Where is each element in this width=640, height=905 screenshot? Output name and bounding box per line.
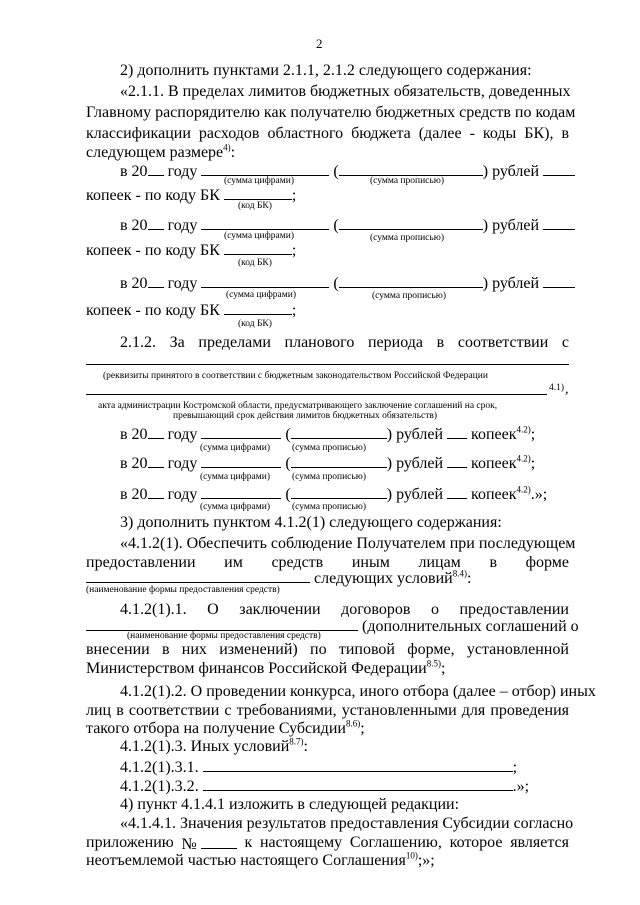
bk-code-field-3[interactable] <box>224 300 292 315</box>
short-kopeck-field-3[interactable] <box>447 484 467 499</box>
form-name-field-2[interactable] <box>86 616 358 631</box>
label-bk-2: (код БК) <box>238 258 272 268</box>
label-sum-words-3: (сумма прописью) <box>372 291 446 301</box>
label-short-words-3: (сумма прописью) <box>292 502 366 512</box>
form-name-field-1[interactable] <box>86 568 310 583</box>
p4141-line2: приложению № к настоящему Соглашению, которое является <box>86 834 569 853</box>
bk-line-2: копеек - по коду БК ; <box>86 242 297 259</box>
sum-words-field-1[interactable] <box>339 161 483 176</box>
label-sum-digits-3: (сумма цифрами) <box>226 290 296 300</box>
label-requisites-3: превышающий срок действия лимитов бюджетных обязательств) <box>173 411 438 421</box>
label-short-digits-2: (сумма цифрами) <box>200 472 270 482</box>
kopeck-field-3[interactable] <box>543 273 575 288</box>
p41211-line2: (дополнительных соглашений о <box>86 616 579 636</box>
sum-words-field-3[interactable] <box>339 273 483 288</box>
p4121-line2: предоставлении им средств иным лицам в форме <box>86 554 569 571</box>
sum-digits-field-1[interactable] <box>201 161 329 176</box>
year-line-1: в 20 году ( ) рублей <box>120 161 575 181</box>
item-2-heading: 2) дополнить пунктами 2.1.1, 2.1.2 следующего содержания: <box>120 62 532 79</box>
p4141-line3: неотъемлемой частью настоящего Соглашения$^{10)}$;»; <box>86 850 435 869</box>
p4121-line1: «4.1.2(1). Обеспечить соблюдение Получателем при последующем <box>120 535 576 552</box>
item-3-heading: 3) дополнить пунктом 4.1.2(1) следующего содержания: <box>120 514 502 531</box>
label-short-digits-3: (сумма цифрами) <box>200 502 270 512</box>
bk-code-field-1[interactable] <box>224 185 292 200</box>
label-short-words-1: (сумма прописью) <box>292 443 366 453</box>
p41212-line3: такого отбора на получение Субсидии$^{8.6)}$; <box>86 718 365 737</box>
p211-line3: классификации расходов областного бюджета (далее - коды БК), в <box>86 125 569 142</box>
sum-words-field-2[interactable] <box>339 215 483 230</box>
p41212-line1: 4.1.2(1).2. О проведении конкурса, иного отбора (далее – отбор) иных <box>120 683 596 700</box>
label-short-digits-1: (сумма цифрами) <box>200 443 270 453</box>
condition-field-2[interactable] <box>203 776 513 791</box>
condition-field-1[interactable] <box>203 757 513 772</box>
short-sum-words-field-1[interactable] <box>291 424 387 439</box>
year-line-2: в 20 году ( ) рублей <box>120 215 575 235</box>
label-requisites-2: акта администрации Костромской области, предусматривающего заключение соглашений на срок, <box>98 401 498 411</box>
label-bk-1: (код БК) <box>238 201 272 211</box>
label-form-name-2: (наименование формы предоставления средств) <box>127 631 321 641</box>
p211-line1: «2.1.1. В пределах лимитов бюджетных обязательств, доведенных <box>120 83 571 100</box>
short-kopeck-field-2[interactable] <box>447 453 467 468</box>
p41213-line: 4.1.2(1).3. Иных условий$^{8.7)}$: <box>120 736 308 755</box>
short-kopeck-field-1[interactable] <box>447 424 467 439</box>
year-short-line-3: в 20 году ( ) рублей копеек$^{4.2)}$.»; <box>120 484 548 503</box>
short-sum-words-field-2[interactable] <box>291 453 387 468</box>
p41211-line3: внесении в них изменений) по типовой форме, установленной <box>86 641 569 658</box>
requisites-field-2[interactable] <box>86 394 547 395</box>
year-short-line-1: в 20 году ( ) рублей копеек$^{4.2)}$; <box>120 424 536 443</box>
p211-line4: следующем размере$^{4)}$: <box>86 142 236 161</box>
label-sum-words-2: (сумма прописью) <box>370 233 444 243</box>
requisites-field-1[interactable] <box>86 364 569 365</box>
label-form-name-1: (наименование формы предоставления средств) <box>86 585 280 595</box>
label-requisites-1: (реквизиты принятого в соответствии с бюджетным законодательством Российской Федерации <box>103 371 488 381</box>
short-sum-digits-field-1[interactable] <box>201 424 281 439</box>
footnote-ref-4-1: 4.1) <box>549 383 565 393</box>
kopeck-field-2[interactable] <box>543 215 575 230</box>
requisites-comma: , <box>565 382 569 397</box>
p211-line2: Главному распорядителю как получателю бюджетных средств по кодам <box>86 104 576 121</box>
label-short-words-2: (сумма прописью) <box>292 472 366 482</box>
p212-line: 2.1.2. За пределами планового периода в соответствии с <box>120 334 569 351</box>
year-short-line-2: в 20 году ( ) рублей копеек$^{4.2)}$; <box>120 453 536 472</box>
bk-line-3: копеек - по коду БК ; <box>86 302 297 319</box>
kopeck-field-1[interactable] <box>543 161 575 176</box>
year-line-3: в 20 году ( ) рублей <box>120 273 575 293</box>
short-sum-digits-field-3[interactable] <box>201 484 281 499</box>
p41211-line1: 4.1.2(1).1. О заключении договоров о предоставлении <box>120 601 569 618</box>
sum-digits-field-2[interactable] <box>201 215 329 230</box>
label-sum-digits-2: (сумма цифрами) <box>224 231 294 241</box>
appendix-number-field[interactable] <box>201 834 237 849</box>
p4141-line1: «4.1.4.1. Значения результатов предоставления Субсидии согласно <box>120 815 574 832</box>
p412131-line: 4.1.2(1).3.1. ; <box>120 759 518 776</box>
label-bk-3: (код БК) <box>238 319 272 329</box>
bk-line-1: копеек - по коду БК ; <box>86 187 297 204</box>
label-sum-words-1: (сумма прописью) <box>370 176 444 186</box>
short-sum-digits-field-2[interactable] <box>201 453 281 468</box>
label-sum-digits-1: (сумма цифрами) <box>224 176 294 186</box>
p4121-line3: следующих условий$^{8.4)}$: <box>86 568 471 588</box>
page-number: 2 <box>316 36 323 51</box>
p412132-line: 4.1.2(1).3.2. .»; <box>120 778 530 795</box>
p41211-line4: Министерством финансов Российской Федерации$^{8.5)}$; <box>86 658 446 677</box>
bk-code-field-2[interactable] <box>224 240 292 255</box>
short-sum-words-field-3[interactable] <box>291 484 387 499</box>
sum-digits-field-3[interactable] <box>201 273 329 288</box>
p41212-line2: лиц в соответствии с требованиями, установленными для проведения <box>86 702 569 719</box>
item-4-heading: 4) пункт 4.1.4.1 изложить в следующей редакции: <box>120 796 460 813</box>
